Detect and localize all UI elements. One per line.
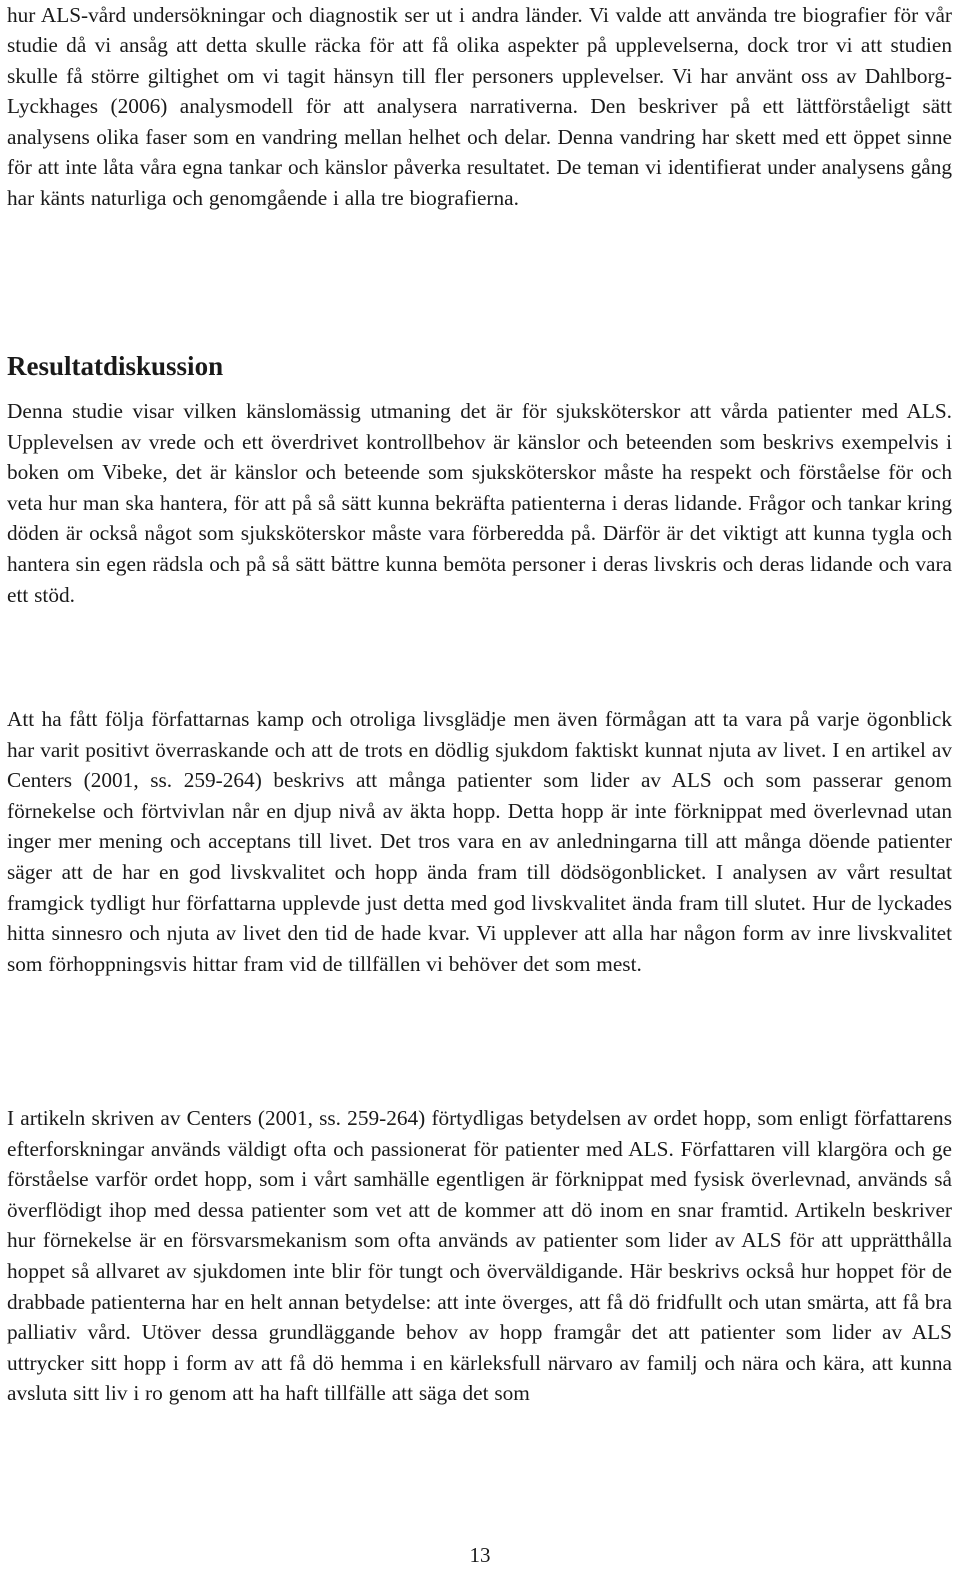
body-paragraph-discussion-3: I artikeln skriven av Centers (2001, ss. 259-264) förtydligas betydelsen av ordet hopp, som enligt författarens efterforskningar används väldigt ofta och passionerat för patienter med ALS. Författaren vill klargöra och ge förståelse varför ordet hopp, som i vårt samhälle egentligen är förknippat med fysisk överlevnad, används så överflödigt ihop med dessa patienter som vet att de kommer att dö inom en snar framtid. Artikeln beskriver hur förnekelse är en försvarsmekanism som ofta används av patienter som lider av ALS för att upprätthålla hoppet så allvaret av sjukdomen inte blir för tungt och överväldigande. Här beskrivs också hur hoppet för de drabbade patienterna har en helt annan betydelse: att inte överges, att få dö fridfullt och utan smärta, att få bra palliativ vård. Utöver dessa grundläggande behov av hopp framgår det att patienter som lider av ALS uttrycker sitt hopp i form av att få dö hemma i en kärleksfull närvaro av familj och nära och kära, att kunna avsluta sitt liv i ro genom att ha haft tillfälle att säga det som — [7, 1106, 952, 1406]
section-heading: Resultatdiskussion — [7, 351, 224, 381]
body-paragraph-discussion-2: Att ha fått följa författarnas kamp och otroliga livsglädje men även förmågan att ta vara på varje ögonblick har varit positivt överraskande och att de trots en dödlig sjukdom faktiskt kunnat njuta av livet. I en artikel av Centers (2001, ss. 259-264) beskrivs att många patienter som lider av ALS och som passerar genom förnekelse och förtvivlan når en djup nivå av äkta hopp. Detta hopp är inte förknippat med överlevnad utan inger mer mening och acceptans till livet. Det tros vara en av anledningarna till att många döende patienter säger att de har en god livskvalitet och hopp ända fram till dödsögonblicket. I analysen av vårt resultat framgick tydligt hur författarna upplevde just detta med god livskvalitet ända fram till slutet. Hur de lyckades hitta sinnesro och njuta av livet den tid de hade kvar. Vi upplever att alla har någon form av inre livskvalitet som förhoppningsvis hittar fram vid de tillfällen vi behöver det som mest. — [7, 707, 952, 976]
body-paragraph-discussion-1: Denna studie visar vilken känslomässig utmaning det är för sjuksköterskor att vårda patienter med ALS. Upplevelsen av vrede och ett överdrivet kontrollbehov är känslor och beteenden som beskrivs exempelvis i boken om Vibeke, det är känslor och beteende som sjuksköterskor måste ha respekt och förståelse för och veta hur man ska hantera, för att på så sätt kunna bekräfta patienterna i deras lidande. Frågor och tankar kring döden är också något som sjuksköterskor måste vara förberedda på. Därför är det viktigt att kunna tygla och hantera sin egen rädsla och på så sätt bättre kunna bemöta personer i deras livskris och deras lidande och vara ett stöd. — [7, 399, 952, 607]
page-number: 13 — [469, 1543, 491, 1567]
body-paragraph-method: hur ALS-vård undersökningar och diagnostik ser ut i andra länder. Vi valde att använda tre biografier för vår studie då vi ansåg att detta skulle räcka för att få olika aspekter på upplevelserna, dock tror vi att studien skulle få större giltighet om vi tagit hänsyn till fler personers upplevelser. Vi har använt oss av Dahlborg-Lyckhages (2006) analysmodell för att analysera narrativerna. Den beskriver på ett lättförståeligt sätt analysens olika faser som en vandring mellan helhet och delar. Denna vandring har skett med ett öppet sinne för att inte låta våra egna tankar och känslor påverka resultatet. De teman vi identifierat under analysens gång har känts naturliga och genomgående i alla tre biografierna. — [7, 2, 952, 211]
